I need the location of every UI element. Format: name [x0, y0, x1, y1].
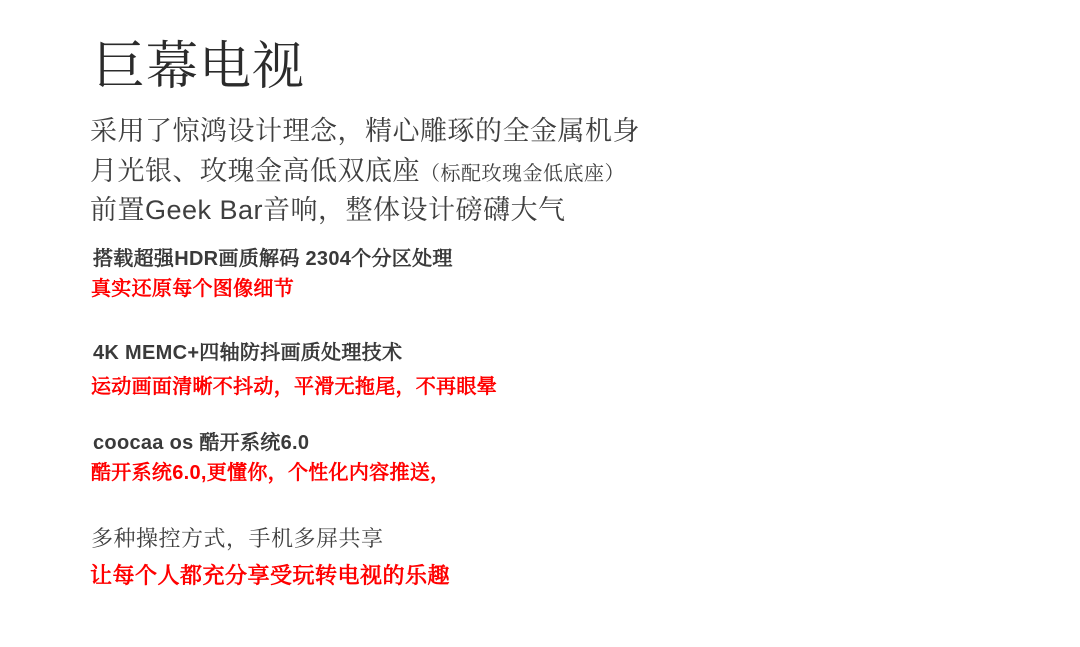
control-block: [90, 522, 1010, 592]
intro-line-2: [90, 152, 1010, 191]
feature-hdr-sub: 真实还原每个图像细节: [91, 277, 294, 300]
feature-hdr-head: 搭载超强HDR画质解码 2304个分区处理: [93, 247, 453, 270]
feature-block-hdr: [90, 244, 1010, 304]
control-head: 多种操控方式，手机多屏共享: [91, 525, 384, 551]
spacer-1: [90, 304, 1010, 324]
feature-os-head: coocaa os 酷开系统6.0: [93, 431, 310, 454]
feature-block-memc: [90, 338, 1010, 402]
intro-line-3: [90, 191, 1010, 230]
spacer-3: [90, 402, 1010, 414]
intro-line-1: [90, 112, 1010, 151]
intro-paragraph: [90, 112, 1010, 229]
intro-line-3-text: 前置Geek Bar音响，整体设计磅礴大气: [90, 194, 566, 225]
feature-memc-sub: 运动画面清晰不抖动，平滑无拖尾，不再眼晕: [91, 375, 497, 398]
feature-block-os: [90, 428, 1010, 488]
spacer-4: [90, 488, 1010, 508]
intro-line-1-text: 采用了惊鸿设计理念，精心雕琢的全金属机身: [90, 116, 640, 147]
control-sub: 让每个人都充分享受玩转电视的乐趣: [90, 562, 451, 588]
feature-memc-head: 4K MEMC+四轴防抖画质处理技术: [93, 341, 403, 364]
intro-line-2-text: 月光银、玫瑰金高低双底座: [90, 155, 420, 186]
page-title: 巨幕电视: [93, 38, 306, 96]
intro-line-2-note: （标配玫瑰金低底座）: [420, 162, 625, 185]
feature-os-sub: 酷开系统6.0,更懂你，个性化内容推送，: [91, 461, 451, 484]
